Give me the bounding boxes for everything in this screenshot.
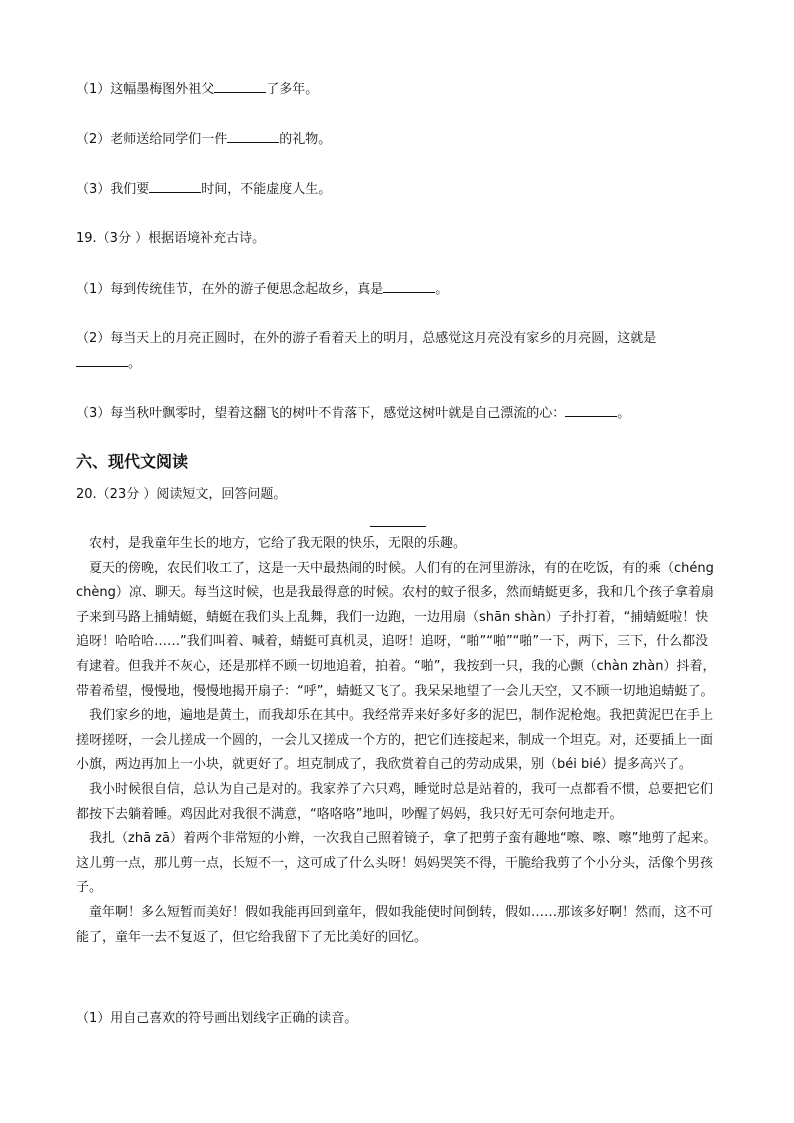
passage-paragraph: 我扎（zhā zā）着两个非常短的小辫，一次我自己照着镜子，拿了把剪子蛮有趣地“嚓、嚓、嚓”地剪了起来。这儿剪一点，那儿剪一点，长短不一，这可成了什么头呀！妈妈哭笑不得，干脆给我剪了个小分头，活像个男孩子。	[76, 831, 717, 896]
passage-paragraph: 农村，是我童年生长的地方，它给了我无限的快乐，无限的乐趣。	[89, 536, 467, 551]
q20-question-1: （1）用自己喜欢的符号画出划线字正确的读音。	[76, 1011, 358, 1026]
passage-paragraph: 夏天的傍晚，农民们收工了，这是一天中最热闹的时候。人们有的在河里游泳，有的在吃饭，有的乘（chéng chèng）凉、聊天。每当这时候，也是我最得意的时候。农村的蚊子很多，然而蜻蜓更多，我和几个孩子拿着扇子来到马路上捕蜻蜓，蜻蜓在我们头上乱舞，我们一边跑，一边用扇（shān shàn）子扑打着，“捕蜻蜓啦！快追呀！哈哈哈……”我们叫着、喊着，蜻蜓可真机灵，追呀！追呀，“啪”“啪”“啪”一下，两下，三下，什么都没有逮着。但我并不灰心，还是那样不顾一切地追着，拍着。“啪”，我按到一只，我的心颤（chàn zhàn）抖着，带着希望，慢慢地，慢慢地揭开扇子：“呼”，蜻蜓又飞了。我呆呆地望了一会儿天空，又不顾一切地追蜻蜓了。	[76, 560, 716, 699]
q18-item-1	[76, 80, 318, 99]
q19-item-1	[76, 280, 448, 299]
q18-item-2	[76, 130, 331, 149]
passage-paragraph: 我小时候很自信，总认为自己是对的。我家养了六只鸡，睡觉时总是站着的，我可一点都看不惯，总要把它们都按下去躺着睡。鸡因此对我很不满意，“咯咯咯”地叫，吵醒了妈妈，我只好无可奈何地走开。	[76, 781, 714, 822]
passage-paragraph: 我们家乡的地，遍地是黄土，而我却乐在其中。我经常弄来好多好多的泥巴，制作泥枪炮。我把黄泥巴在手上搓呀搓呀，一会儿搓成一个圆的，一会儿又搓成一个方的，把它们连接起来，制成一个坦克。对，还要插上一面小旗，两边再加上一小块，就更好了。坦克制成了，我欣赏着自己的劳动成果，别（béi bié）提多高兴了。	[76, 708, 714, 773]
q19-item-2-line1: （2）每当天上的月亮正圆时，在外的游子看着天上的明月，总感觉这月亮没有家乡的月亮圆，这就是	[76, 331, 657, 346]
q19-item-3-text: （3）每当秋叶飘零时，望着这翻飞的树叶不肯落下，感觉这树叶就是自己漂流的心：	[76, 406, 566, 421]
passage-paragraph: 童年啊！多么短暂而美好！假如我能再回到童年，假如我能使时间倒转，假如……那该多好啊！然而，这不可能了，童年一去不复返了，但它给我留下了无比美好的回忆。	[76, 904, 714, 945]
answer-blank[interactable]	[149, 180, 201, 193]
q18-item-3	[76, 180, 331, 199]
passage-title-rule	[370, 526, 426, 527]
section-title: 六、现代文阅读	[76, 452, 189, 471]
q19-item-3-end: 。	[617, 406, 631, 421]
answer-blank[interactable]	[565, 404, 617, 417]
reading-passage	[76, 532, 718, 950]
q19-item-1-end: 。	[435, 282, 449, 297]
answer-blank[interactable]	[214, 80, 266, 93]
q18-item-3-text: （3）我们要	[76, 182, 150, 197]
answer-blank[interactable]	[383, 280, 435, 293]
q18-item-2-text: （2）老师送给同学们一件	[76, 132, 228, 147]
q18-item-3-end: 时间，不能虚度人生。	[201, 182, 332, 197]
q20-header: 20.（23分 ）阅读短文，回答问题。	[76, 487, 287, 502]
q19-item-3	[76, 404, 630, 423]
q18-item-2-end: 的礼物。	[279, 132, 332, 147]
answer-blank[interactable]	[227, 130, 279, 143]
q18-item-1-text: （1）这幅墨梅图外祖父	[76, 82, 215, 97]
answer-blank[interactable]	[76, 354, 128, 367]
q19-item-2-end: 。	[128, 356, 142, 371]
q18-item-1-end: 了多年。	[266, 82, 319, 97]
q19-item-2-line2	[76, 354, 141, 373]
q19-header: 19.（3分 ）根据语境补充古诗。	[76, 231, 266, 246]
q19-item-1-text: （1）每到传统佳节，在外的游子便思念起故乡，真是	[76, 282, 384, 297]
